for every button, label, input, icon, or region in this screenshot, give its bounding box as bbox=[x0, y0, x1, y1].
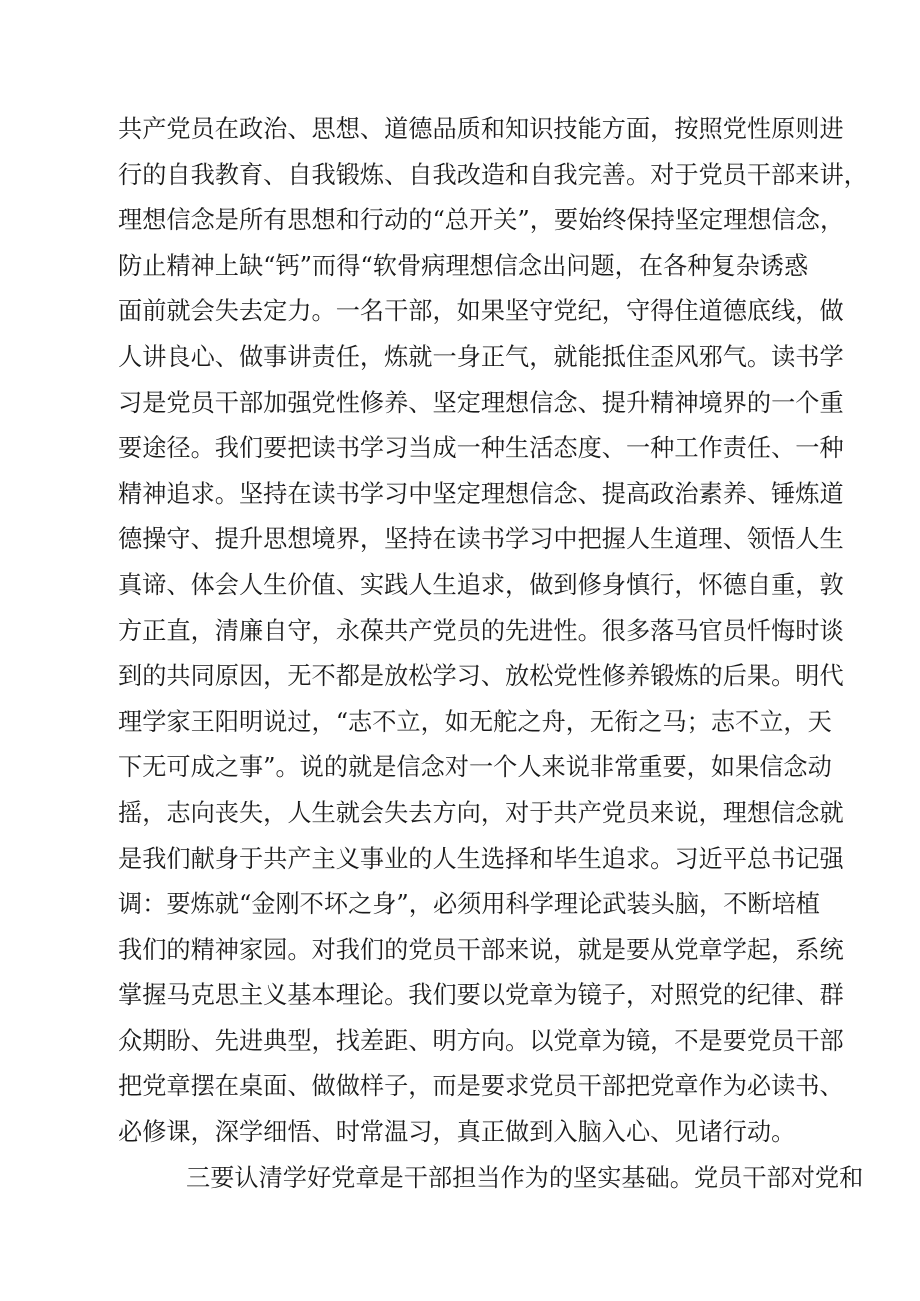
text-line: 众期盼、先进典型，找差距、明方向。以党章为镜，不是要党员干部 bbox=[118, 1026, 844, 1055]
text-line: 三要认清学好党章是干部担当作为的坚实基础。党员干部对党和 bbox=[186, 1163, 864, 1192]
paragraph-2 bbox=[118, 1156, 864, 1202]
text-line: 要途径。我们要把读书学习当成一种生活态度、一种工作责任、一种 bbox=[118, 434, 844, 463]
text-line: 是我们献身于共产主义事业的人生选择和毕生追求。习近平总书记强 bbox=[118, 844, 844, 873]
text-line: 行的自我教育、自我锻炼、自我改造和自我完善。对于党员干部来讲， bbox=[118, 160, 868, 189]
text-line: 必修课，深学细悟、时常温习，真正做到入脑入心、见诸行动。 bbox=[118, 1118, 796, 1147]
text-line: 共产党员在政治、思想、道德品质和知识技能方面，按照党性原则进 bbox=[118, 115, 844, 143]
text-line: 我们的精神家园。对我们的党员干部来说，就是要从党章学起，系统 bbox=[118, 935, 844, 964]
paragraph-1 bbox=[118, 107, 868, 1156]
text-line: 防止精神上缺“钙”而得“软骨病理想信念出问题，在各种复杂诱惑 bbox=[118, 251, 809, 280]
text-line: 习是党员干部加强党性修养、坚定理想信念、提升精神境界的一个重 bbox=[118, 388, 844, 417]
text-line: 精神追求。坚持在读书学习中坚定理想信念、提高政治素养、锤炼道 bbox=[118, 479, 844, 508]
text-line: 调：要炼就“金刚不坏之身”，必须用科学理论武装头脑，不断培植 bbox=[118, 890, 820, 919]
text-line: 面前就会失去定力。一名干部，如果坚守党纪，守得住道德底线，做 bbox=[118, 297, 844, 326]
text-line: 摇，志向丧失，人生就会失去方向，对于共产党员来说，理想信念就 bbox=[118, 798, 844, 827]
text-line: 把党章摆在桌面、做做样子，而是要求党员干部把党章作为必读书、 bbox=[118, 1072, 844, 1101]
text-line: 理想信念是所有思想和行动的“总开关”，要始终保持坚定理想信念， bbox=[118, 206, 845, 235]
text-line: 理学家王阳明说过，“志不立，如无舵之舟，无衔之马；志不立，天 bbox=[118, 707, 832, 736]
text-line: 方正直，清廉自守，永葆共产党员的先进性。很多落马官员忏悔时谈 bbox=[118, 616, 844, 645]
text-line: 下无可成之事”。说的就是信念对一个人来说非常重要，如果信念动 bbox=[118, 753, 832, 782]
text-line: 到的共同原因，无不都是放松学习、放松党性修养锻炼的后果。明代 bbox=[118, 662, 844, 691]
text-line: 人讲良心、做事讲责任，炼就一身正气，就能抵住歪风邪气。读书学 bbox=[118, 342, 844, 371]
text-line: 真谛、体会人生价值、实践人生追求，做到修身慎行，怀德自重，敦 bbox=[118, 570, 844, 599]
text-line: 德操守、提升思想境界，坚持在读书学习中把握人生道理、领悟人生 bbox=[118, 525, 844, 554]
text-line: 掌握马克思主义基本理论。我们要以党章为镜子，对照党的纪律、群 bbox=[118, 981, 844, 1010]
body-text bbox=[118, 107, 868, 1201]
